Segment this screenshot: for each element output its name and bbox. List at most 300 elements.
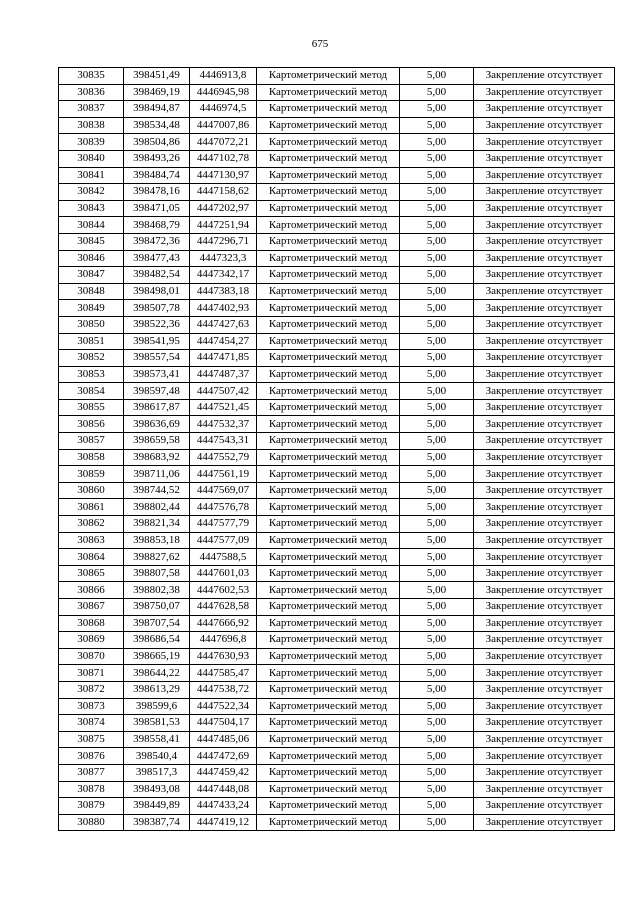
accuracy-cell: 5,00: [400, 150, 474, 167]
accuracy-cell: 5,00: [400, 350, 474, 367]
accuracy-cell: 5,00: [400, 482, 474, 499]
accuracy-cell: 5,00: [400, 532, 474, 549]
accuracy-cell: 5,00: [400, 366, 474, 383]
accuracy-cell: 5,00: [400, 632, 474, 649]
x-coordinate-cell: 398665,19: [124, 648, 190, 665]
fixing-description-cell: Закрепление отсутствует: [474, 764, 615, 781]
fixing-description-cell: Закрепление отсутствует: [474, 316, 615, 333]
method-cell: Картометрический метод: [257, 333, 400, 350]
fixing-description-cell: Закрепление отсутствует: [474, 549, 615, 566]
accuracy-cell: 5,00: [400, 250, 474, 267]
table-row: [59, 233, 615, 250]
method-cell: Картометрический метод: [257, 383, 400, 400]
y-coordinate-cell: 4447485,06: [190, 731, 257, 748]
y-coordinate-cell: 4447383,18: [190, 283, 257, 300]
accuracy-cell: 5,00: [400, 466, 474, 483]
table-row: [59, 482, 615, 499]
y-coordinate-cell: 4447576,78: [190, 499, 257, 516]
table-row: [59, 681, 615, 698]
fixing-description-cell: Закрепление отсутствует: [474, 134, 615, 151]
x-coordinate-cell: 398472,36: [124, 233, 190, 250]
fixing-description-cell: Закрепление отсутствует: [474, 582, 615, 599]
point-number-cell: 30874: [59, 715, 124, 732]
accuracy-cell: 5,00: [400, 167, 474, 184]
method-cell: Картометрический метод: [257, 134, 400, 151]
x-coordinate-cell: 398541,95: [124, 333, 190, 350]
accuracy-cell: 5,00: [400, 267, 474, 284]
x-coordinate-cell: 398636,69: [124, 416, 190, 433]
y-coordinate-cell: 4447402,93: [190, 300, 257, 317]
table-row: [59, 117, 615, 134]
table-row: [59, 366, 615, 383]
table-row: [59, 615, 615, 632]
accuracy-cell: 5,00: [400, 565, 474, 582]
fixing-description-cell: Закрепление отсутствует: [474, 267, 615, 284]
y-coordinate-cell: 4447323,3: [190, 250, 257, 267]
method-cell: Картометрический метод: [257, 84, 400, 101]
accuracy-cell: 5,00: [400, 433, 474, 450]
point-number-cell: 30847: [59, 267, 124, 284]
accuracy-cell: 5,00: [400, 117, 474, 134]
table-row: [59, 433, 615, 450]
y-coordinate-cell: 4447696,8: [190, 632, 257, 649]
y-coordinate-cell: 4447102,78: [190, 150, 257, 167]
x-coordinate-cell: 398581,53: [124, 715, 190, 732]
x-coordinate-cell: 398557,54: [124, 350, 190, 367]
method-cell: Картометрический метод: [257, 167, 400, 184]
method-cell: Картометрический метод: [257, 184, 400, 201]
fixing-description-cell: Закрепление отсутствует: [474, 217, 615, 234]
x-coordinate-cell: 398507,78: [124, 300, 190, 317]
fixing-description-cell: Закрепление отсутствует: [474, 532, 615, 549]
y-coordinate-cell: 4447532,37: [190, 416, 257, 433]
table-row: [59, 665, 615, 682]
accuracy-cell: 5,00: [400, 764, 474, 781]
y-coordinate-cell: 4447202,97: [190, 200, 257, 217]
fixing-description-cell: Закрепление отсутствует: [474, 565, 615, 582]
point-number-cell: 30859: [59, 466, 124, 483]
table-row: [59, 383, 615, 400]
table-row: [59, 798, 615, 815]
point-number-cell: 30845: [59, 233, 124, 250]
x-coordinate-cell: 398449,89: [124, 798, 190, 815]
accuracy-cell: 5,00: [400, 499, 474, 516]
fixing-description-cell: Закрепление отсутствует: [474, 333, 615, 350]
method-cell: Картометрический метод: [257, 648, 400, 665]
method-cell: Картометрический метод: [257, 599, 400, 616]
method-cell: Картометрический метод: [257, 283, 400, 300]
x-coordinate-cell: 398484,74: [124, 167, 190, 184]
accuracy-cell: 5,00: [400, 698, 474, 715]
point-number-cell: 30841: [59, 167, 124, 184]
x-coordinate-cell: 398478,16: [124, 184, 190, 201]
accuracy-cell: 5,00: [400, 84, 474, 101]
y-coordinate-cell: 4447296,71: [190, 233, 257, 250]
table-row: [59, 764, 615, 781]
y-coordinate-cell: 4447588,5: [190, 549, 257, 566]
table-row: [59, 250, 615, 267]
accuracy-cell: 5,00: [400, 233, 474, 250]
x-coordinate-cell: 398853,18: [124, 532, 190, 549]
table-row: [59, 565, 615, 582]
x-coordinate-cell: 398597,48: [124, 383, 190, 400]
y-coordinate-cell: 4447487,37: [190, 366, 257, 383]
y-coordinate-cell: 4447538,72: [190, 681, 257, 698]
x-coordinate-cell: 398807,58: [124, 565, 190, 582]
table-row: [59, 715, 615, 732]
x-coordinate-cell: 398802,38: [124, 582, 190, 599]
fixing-description-cell: Закрепление отсутствует: [474, 449, 615, 466]
point-number-cell: 30870: [59, 648, 124, 665]
accuracy-cell: 5,00: [400, 715, 474, 732]
point-number-cell: 30838: [59, 117, 124, 134]
accuracy-cell: 5,00: [400, 416, 474, 433]
point-number-cell: 30837: [59, 101, 124, 118]
fixing-description-cell: Закрепление отсутствует: [474, 184, 615, 201]
x-coordinate-cell: 398659,58: [124, 433, 190, 450]
fixing-description-cell: Закрепление отсутствует: [474, 399, 615, 416]
point-number-cell: 30846: [59, 250, 124, 267]
x-coordinate-cell: 398451,49: [124, 68, 190, 85]
method-cell: Картометрический метод: [257, 549, 400, 566]
fixing-description-cell: Закрепление отсутствует: [474, 715, 615, 732]
table-row: [59, 217, 615, 234]
accuracy-cell: 5,00: [400, 300, 474, 317]
point-number-cell: 30871: [59, 665, 124, 682]
method-cell: Картометрический метод: [257, 565, 400, 582]
method-cell: Картометрический метод: [257, 150, 400, 167]
x-coordinate-cell: 398477,43: [124, 250, 190, 267]
table-row: [59, 466, 615, 483]
accuracy-cell: 5,00: [400, 599, 474, 616]
accuracy-cell: 5,00: [400, 665, 474, 682]
y-coordinate-cell: 4446913,8: [190, 68, 257, 85]
y-coordinate-cell: 4447072,21: [190, 134, 257, 151]
fixing-description-cell: Закрепление отсутствует: [474, 482, 615, 499]
method-cell: Картометрический метод: [257, 532, 400, 549]
point-number-cell: 30853: [59, 366, 124, 383]
fixing-description-cell: Закрепление отсутствует: [474, 283, 615, 300]
method-cell: Картометрический метод: [257, 267, 400, 284]
y-coordinate-cell: 4447130,97: [190, 167, 257, 184]
x-coordinate-cell: 398827,62: [124, 549, 190, 566]
method-cell: Картометрический метод: [257, 250, 400, 267]
method-cell: Картометрический метод: [257, 582, 400, 599]
point-number-cell: 30867: [59, 599, 124, 616]
table-row: [59, 648, 615, 665]
accuracy-cell: 5,00: [400, 449, 474, 466]
fixing-description-cell: Закрепление отсутствует: [474, 250, 615, 267]
y-coordinate-cell: 4447577,79: [190, 516, 257, 533]
table-row: [59, 84, 615, 101]
fixing-description-cell: Закрепление отсутствует: [474, 798, 615, 815]
y-coordinate-cell: 4447602,53: [190, 582, 257, 599]
fixing-description-cell: Закрепление отсутствует: [474, 150, 615, 167]
table-row: [59, 184, 615, 201]
point-number-cell: 30873: [59, 698, 124, 715]
table-row: [59, 101, 615, 118]
y-coordinate-cell: 4447448,08: [190, 781, 257, 798]
point-number-cell: 30843: [59, 200, 124, 217]
table-row: [59, 632, 615, 649]
table-row: [59, 582, 615, 599]
x-coordinate-cell: 398821,34: [124, 516, 190, 533]
method-cell: Картометрический метод: [257, 416, 400, 433]
fixing-description-cell: Закрепление отсутствует: [474, 781, 615, 798]
table-row: [59, 350, 615, 367]
method-cell: Картометрический метод: [257, 433, 400, 450]
table-row: [59, 416, 615, 433]
y-coordinate-cell: 4447666,92: [190, 615, 257, 632]
y-coordinate-cell: 4447419,12: [190, 814, 257, 831]
method-cell: Картометрический метод: [257, 814, 400, 831]
table-row: [59, 283, 615, 300]
y-coordinate-cell: 4447471,85: [190, 350, 257, 367]
x-coordinate-cell: 398522,36: [124, 316, 190, 333]
coordinates-table-body: [59, 68, 615, 831]
y-coordinate-cell: 4447521,45: [190, 399, 257, 416]
method-cell: Картометрический метод: [257, 233, 400, 250]
y-coordinate-cell: 4447504,17: [190, 715, 257, 732]
method-cell: Картометрический метод: [257, 449, 400, 466]
y-coordinate-cell: 4447522,34: [190, 698, 257, 715]
accuracy-cell: 5,00: [400, 101, 474, 118]
fixing-description-cell: Закрепление отсутствует: [474, 167, 615, 184]
fixing-description-cell: Закрепление отсутствует: [474, 117, 615, 134]
method-cell: Картометрический метод: [257, 632, 400, 649]
accuracy-cell: 5,00: [400, 781, 474, 798]
x-coordinate-cell: 398573,41: [124, 366, 190, 383]
point-number-cell: 30862: [59, 516, 124, 533]
x-coordinate-cell: 398744,52: [124, 482, 190, 499]
accuracy-cell: 5,00: [400, 217, 474, 234]
accuracy-cell: 5,00: [400, 383, 474, 400]
x-coordinate-cell: 398599,6: [124, 698, 190, 715]
fixing-description-cell: Закрепление отсутствует: [474, 68, 615, 85]
point-number-cell: 30848: [59, 283, 124, 300]
y-coordinate-cell: 4447459,42: [190, 764, 257, 781]
fixing-description-cell: Закрепление отсутствует: [474, 499, 615, 516]
method-cell: Картометрический метод: [257, 798, 400, 815]
x-coordinate-cell: 398493,08: [124, 781, 190, 798]
accuracy-cell: 5,00: [400, 184, 474, 201]
method-cell: Картометрический метод: [257, 466, 400, 483]
accuracy-cell: 5,00: [400, 283, 474, 300]
x-coordinate-cell: 398707,54: [124, 615, 190, 632]
point-number-cell: 30868: [59, 615, 124, 632]
fixing-description-cell: Закрепление отсутствует: [474, 416, 615, 433]
point-number-cell: 30872: [59, 681, 124, 698]
table-row: [59, 134, 615, 151]
accuracy-cell: 5,00: [400, 549, 474, 566]
y-coordinate-cell: 4447585,47: [190, 665, 257, 682]
point-number-cell: 30835: [59, 68, 124, 85]
point-number-cell: 30863: [59, 532, 124, 549]
x-coordinate-cell: 398613,29: [124, 681, 190, 698]
point-number-cell: 30865: [59, 565, 124, 582]
method-cell: Картометрический метод: [257, 316, 400, 333]
point-number-cell: 30849: [59, 300, 124, 317]
fixing-description-cell: Закрепление отсутствует: [474, 599, 615, 616]
table-row: [59, 167, 615, 184]
point-number-cell: 30869: [59, 632, 124, 649]
method-cell: Картометрический метод: [257, 200, 400, 217]
fixing-description-cell: Закрепление отсутствует: [474, 366, 615, 383]
fixing-description-cell: Закрепление отсутствует: [474, 300, 615, 317]
x-coordinate-cell: 398469,19: [124, 84, 190, 101]
fixing-description-cell: Закрепление отсутствует: [474, 350, 615, 367]
fixing-description-cell: Закрепление отсутствует: [474, 665, 615, 682]
x-coordinate-cell: 398387,74: [124, 814, 190, 831]
y-coordinate-cell: 4447158,62: [190, 184, 257, 201]
x-coordinate-cell: 398517,3: [124, 764, 190, 781]
point-number-cell: 30844: [59, 217, 124, 234]
table-row: [59, 316, 615, 333]
y-coordinate-cell: 4447507,42: [190, 383, 257, 400]
point-number-cell: 30860: [59, 482, 124, 499]
table-row: [59, 516, 615, 533]
table-row: [59, 267, 615, 284]
fixing-description-cell: Закрепление отсутствует: [474, 698, 615, 715]
method-cell: Картометрический метод: [257, 399, 400, 416]
accuracy-cell: 5,00: [400, 316, 474, 333]
accuracy-cell: 5,00: [400, 134, 474, 151]
accuracy-cell: 5,00: [400, 615, 474, 632]
accuracy-cell: 5,00: [400, 731, 474, 748]
x-coordinate-cell: 398617,87: [124, 399, 190, 416]
y-coordinate-cell: 4447543,31: [190, 433, 257, 450]
point-number-cell: 30864: [59, 549, 124, 566]
point-number-cell: 30879: [59, 798, 124, 815]
accuracy-cell: 5,00: [400, 333, 474, 350]
y-coordinate-cell: 4447454,27: [190, 333, 257, 350]
accuracy-cell: 5,00: [400, 516, 474, 533]
table-row: [59, 731, 615, 748]
fixing-description-cell: Закрепление отсутствует: [474, 466, 615, 483]
y-coordinate-cell: 4447569,07: [190, 482, 257, 499]
table-row: [59, 150, 615, 167]
point-number-cell: 30877: [59, 764, 124, 781]
table-row: [59, 698, 615, 715]
coordinates-table: [58, 67, 615, 831]
x-coordinate-cell: 398802,44: [124, 499, 190, 516]
method-cell: Картометрический метод: [257, 68, 400, 85]
fixing-description-cell: Закрепление отсутствует: [474, 84, 615, 101]
x-coordinate-cell: 398504,86: [124, 134, 190, 151]
x-coordinate-cell: 398540,4: [124, 748, 190, 765]
point-number-cell: 30852: [59, 350, 124, 367]
table-row: [59, 748, 615, 765]
point-number-cell: 30854: [59, 383, 124, 400]
y-coordinate-cell: 4447007,86: [190, 117, 257, 134]
fixing-description-cell: Закрепление отсутствует: [474, 101, 615, 118]
x-coordinate-cell: 398644,22: [124, 665, 190, 682]
fixing-description-cell: Закрепление отсутствует: [474, 648, 615, 665]
accuracy-cell: 5,00: [400, 200, 474, 217]
point-number-cell: 30850: [59, 316, 124, 333]
table-row: [59, 68, 615, 85]
table-row: [59, 599, 615, 616]
x-coordinate-cell: 398471,05: [124, 200, 190, 217]
method-cell: Картометрический метод: [257, 764, 400, 781]
fixing-description-cell: Закрепление отсутствует: [474, 200, 615, 217]
fixing-description-cell: Закрепление отсутствует: [474, 632, 615, 649]
y-coordinate-cell: 4446945,98: [190, 84, 257, 101]
y-coordinate-cell: 4447561,19: [190, 466, 257, 483]
point-number-cell: 30880: [59, 814, 124, 831]
fixing-description-cell: Закрепление отсутствует: [474, 731, 615, 748]
y-coordinate-cell: 4447251,94: [190, 217, 257, 234]
x-coordinate-cell: 398686,54: [124, 632, 190, 649]
y-coordinate-cell: 4447342,17: [190, 267, 257, 284]
method-cell: Картометрический метод: [257, 748, 400, 765]
x-coordinate-cell: 398468,79: [124, 217, 190, 234]
method-cell: Картометрический метод: [257, 499, 400, 516]
method-cell: Картометрический метод: [257, 731, 400, 748]
point-number-cell: 30858: [59, 449, 124, 466]
point-number-cell: 30876: [59, 748, 124, 765]
point-number-cell: 30851: [59, 333, 124, 350]
accuracy-cell: 5,00: [400, 68, 474, 85]
x-coordinate-cell: 398493,26: [124, 150, 190, 167]
point-number-cell: 30857: [59, 433, 124, 450]
fixing-description-cell: Закрепление отсутствует: [474, 516, 615, 533]
accuracy-cell: 5,00: [400, 648, 474, 665]
method-cell: Картометрический метод: [257, 350, 400, 367]
method-cell: Картометрический метод: [257, 300, 400, 317]
table-row: [59, 449, 615, 466]
y-coordinate-cell: 4447552,79: [190, 449, 257, 466]
y-coordinate-cell: 4447628,58: [190, 599, 257, 616]
table-row: [59, 781, 615, 798]
x-coordinate-cell: 398534,48: [124, 117, 190, 134]
table-row: [59, 200, 615, 217]
accuracy-cell: 5,00: [400, 582, 474, 599]
point-number-cell: 30875: [59, 731, 124, 748]
y-coordinate-cell: 4447601,03: [190, 565, 257, 582]
x-coordinate-cell: 398558,41: [124, 731, 190, 748]
table-row: [59, 532, 615, 549]
point-number-cell: 30840: [59, 150, 124, 167]
method-cell: Картометрический метод: [257, 117, 400, 134]
table-row: [59, 300, 615, 317]
accuracy-cell: 5,00: [400, 399, 474, 416]
point-number-cell: 30836: [59, 84, 124, 101]
method-cell: Картометрический метод: [257, 101, 400, 118]
table-row: [59, 333, 615, 350]
method-cell: Картометрический метод: [257, 698, 400, 715]
y-coordinate-cell: 4447577,09: [190, 532, 257, 549]
point-number-cell: 30861: [59, 499, 124, 516]
fixing-description-cell: Закрепление отсутствует: [474, 615, 615, 632]
x-coordinate-cell: 398711,06: [124, 466, 190, 483]
fixing-description-cell: Закрепление отсутствует: [474, 383, 615, 400]
fixing-description-cell: Закрепление отсутствует: [474, 681, 615, 698]
table-row: [59, 549, 615, 566]
page-number: 675: [311, 38, 329, 50]
fixing-description-cell: Закрепление отсутствует: [474, 814, 615, 831]
x-coordinate-cell: 398750,07: [124, 599, 190, 616]
method-cell: Картометрический метод: [257, 366, 400, 383]
point-number-cell: 30856: [59, 416, 124, 433]
method-cell: Картометрический метод: [257, 715, 400, 732]
fixing-description-cell: Закрепление отсутствует: [474, 748, 615, 765]
method-cell: Картометрический метод: [257, 781, 400, 798]
method-cell: Картометрический метод: [257, 681, 400, 698]
point-number-cell: 30878: [59, 781, 124, 798]
accuracy-cell: 5,00: [400, 798, 474, 815]
table-row: [59, 499, 615, 516]
